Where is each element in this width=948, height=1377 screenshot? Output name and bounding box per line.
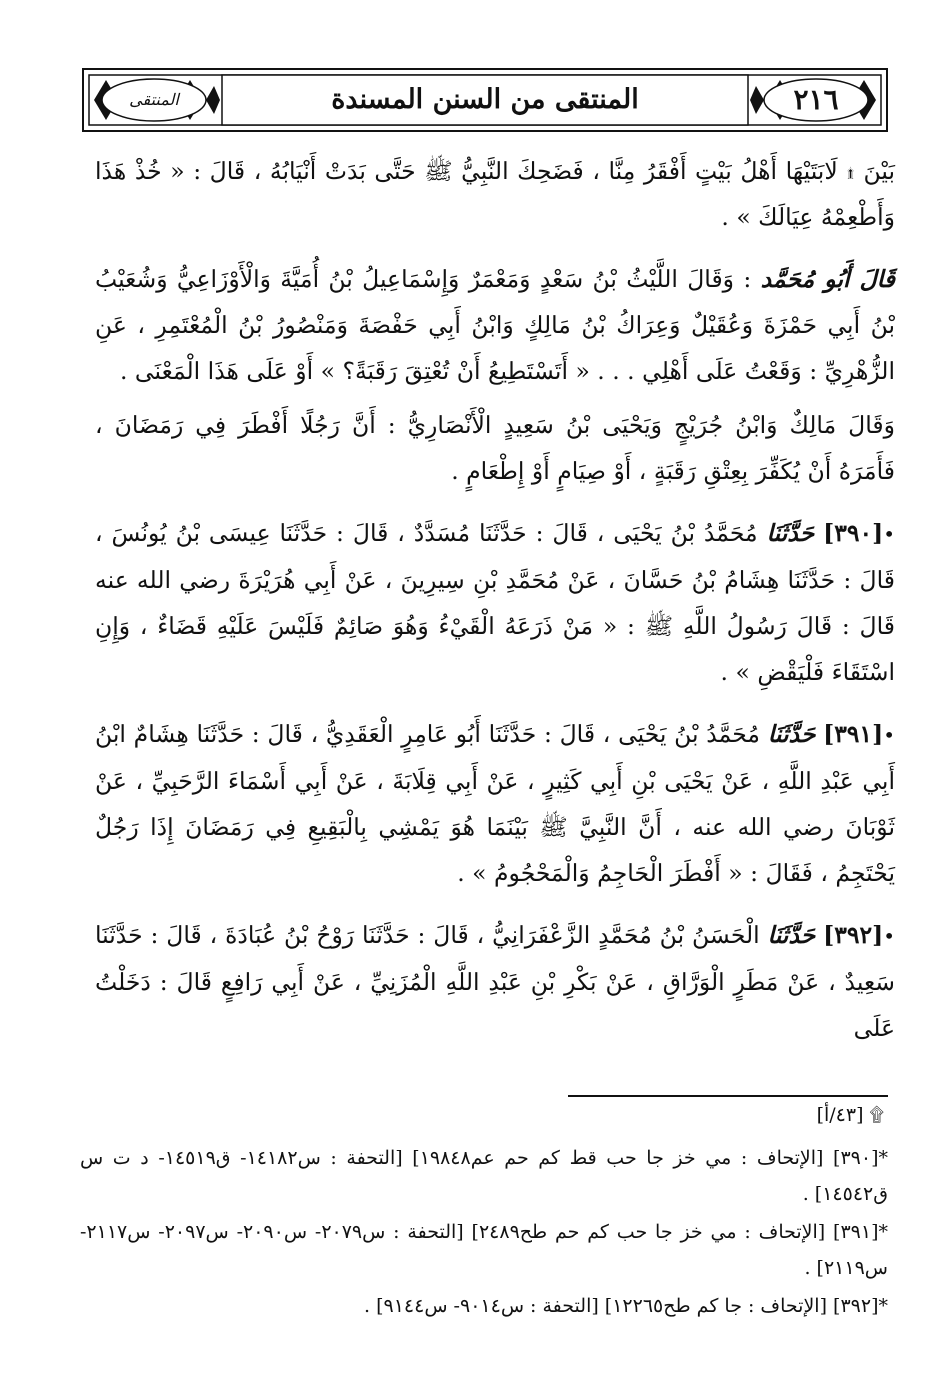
paragraph-lead: حَدَّثَنَا xyxy=(766,519,815,547)
paragraph-lead: حَدَّثَنَا xyxy=(767,720,816,748)
bullet-marker: • xyxy=(883,522,895,546)
hadith-391 xyxy=(95,711,895,896)
hadith-392 xyxy=(95,912,895,1051)
hadith-number: [٣٩١] xyxy=(823,720,884,748)
paragraph-text: مُحَمَّدُ بْنُ يَحْيَى ، قَالَ : حَدَّثَنَا أَبُو عَامِرٍ الْعَقَدِيُّ ، قَالَ : حَدَّثَنَا هِشَامٌ ابْنُ أَبِي عَبْدِ اللَّهِ ، عَنْ يَحْيَى بْنِ أَبِي كَثِيرٍ ، عَنْ أَبِي قِلَابَةَ ، عَنْ أَبِي أَسْمَاءَ الرَّحَبِيِّ ، عَنْ ثَوْبَانَ رضي الله عنه ، أَنَّ النَّبِيَّ ﷺ بَيْنَمَا هُوَ يَمْشِي بِالْبَقِيعِ فِي رَمَضَانَ إِذَا رَجُلٌ يَحْتَجِمُ ، فَقَالَ : « أَفْطَرَ الْحَاجِمُ وَالْمَحْجُومُ » . xyxy=(95,720,895,887)
paragraph xyxy=(95,402,895,494)
paragraph-text: : وَقَالَ اللَّيْثُ بْنُ سَعْدٍ وَمَعْمَرٌ وَإِسْمَاعِيلُ بْنُ أُمَيَّةَ وَالْأَوْزَاعِيُّ وَشُعَيْبُ بْنُ أَبِي حَمْزَةَ وَعُقَيْلٌ وَعِرَاكُ بْنُ مَالِكٍ وَابْنُ أَبِي حَفْصَةَ وَمَنْصُورُ بْنُ الْمُعْتَمِرِ ، عَنِ الزُّهْرِيِّ : وَقَعْتُ عَلَى أَهْلِي . . . « أَتَسْتَطِيعُ أَنْ تُعْتِقَ رَقَبَةً؟ » أَوْ عَلَى هَذَا الْمَعْنَى . xyxy=(95,265,895,385)
paragraph-lead: حَدَّثَنَا xyxy=(767,921,816,949)
footnote: *[٣٩٠] [الإتحاف : مي خز جا حب قط كم حم عم١٩٨٤٨] [التحفة : س١٤١٨٢- ق١٤٥١٩- د ت س ق١٤٥٤٢] . xyxy=(80,1147,888,1205)
hadith-number: [٣٩٢] xyxy=(823,921,884,949)
footnotes xyxy=(80,1140,888,1326)
hadith-number: [٣٩٠] xyxy=(823,519,884,547)
paragraph-text: وَقَالَ مَالِكٌ وَابْنُ جُرَيْجٍ وَيَحْيَى بْنُ سَعِيدٍ الْأَنْصَارِيُّ : أَنَّ رَجُلًا أَفْطَرَ فِي رَمَضَانَ ، فَأَمَرَهُ أَنْ يُكَفِّرَ بِعِتْقِ رَقَبَةٍ ، أَوْ صِيَامٍ أَوْ إِطْعَامٍ . xyxy=(95,411,895,485)
paragraph xyxy=(95,148,895,240)
footnote-divider xyxy=(568,1095,888,1097)
book-seal-logo: المنتقى xyxy=(129,90,179,109)
paragraph-lead: قَالَ أَبُو مُحَمَّد xyxy=(760,265,896,293)
hadith-390 xyxy=(95,510,895,695)
folio-marker: ۩ [٤٣/أ] xyxy=(816,1104,884,1126)
paragraph-text: بَيْنَ ۩ لَابَتَيْهَا أَهْلُ بَيْتٍ أَفْقَرُ مِنَّا ، فَضَحِكَ النَّبِيُّ ﷺ حَتَّى بَدَتْ أَنْيَابُهُ ، قَالَ : « خُذْ هَذَا وَأَطْعِمْهُ عِيَالَكَ » . xyxy=(95,157,895,231)
book-title: المنتقى من السنن المسندة xyxy=(331,84,639,115)
bullet-marker: • xyxy=(883,723,895,747)
footnote: *[٣٩٢] [الإتحاف : جا كم طح١٢٢٦٥] [التحفة : س٩٠١٤- س٩١٤٤] . xyxy=(364,1295,888,1317)
paragraph-text: مُحَمَّدُ بْنُ يَحْيَى ، قَالَ : حَدَّثَنَا مُسَدَّدٌ ، قَالَ : حَدَّثَنَا عِيسَى بْنُ يُونُسَ ، قَالَ : حَدَّثَنَا هِشَامُ بْنُ حَسَّانَ ، عَنْ مُحَمَّدِ بْنِ سِيرِينَ ، عَنْ أَبِي هُرَيْرَةَ رضي الله عنه قَالَ : قَالَ رَسُولُ اللَّهِ ﷺ : « مَنْ ذَرَعَهُ الْقَيْءُ وَهُوَ صَائِمٌ فَلَيْسَ عَلَيْهِ قَضَاءٌ ، وَإِنِ اسْتَقَاءَ فَلْيَقْضِ » . xyxy=(95,519,895,686)
main-text xyxy=(95,148,895,1067)
bullet-marker: • xyxy=(883,924,895,948)
page-number: ٢١٦ xyxy=(793,83,839,116)
page-header xyxy=(82,68,888,132)
footnote: *[٣٩١] [الإتحاف : مي خز جا حب كم حم طح٢٤٨٩] [التحفة : س٢٠٧٩- س٢٠٩٠- س٢٠٩٧- س٢١١٧- س٢١١٩] . xyxy=(80,1221,888,1279)
paragraph xyxy=(95,256,895,394)
paragraph-text: الْحَسَنُ بْنُ مُحَمَّدٍ الزَّعْفَرَانِيُّ ، قَالَ : حَدَّثَنَا رَوْحُ بْنُ عُبَادَةَ ، قَالَ : حَدَّثَنَا سَعِيدٌ ، عَنْ مَطَرٍ الْوَرَّاقِ ، عَنْ بَكْرِ بْنِ عَبْدِ اللَّهِ الْمُزَنِيِّ ، عَنْ أَبِي رَافِعٍ قَالَ : دَخَلْتُ عَلَى xyxy=(95,921,895,1042)
